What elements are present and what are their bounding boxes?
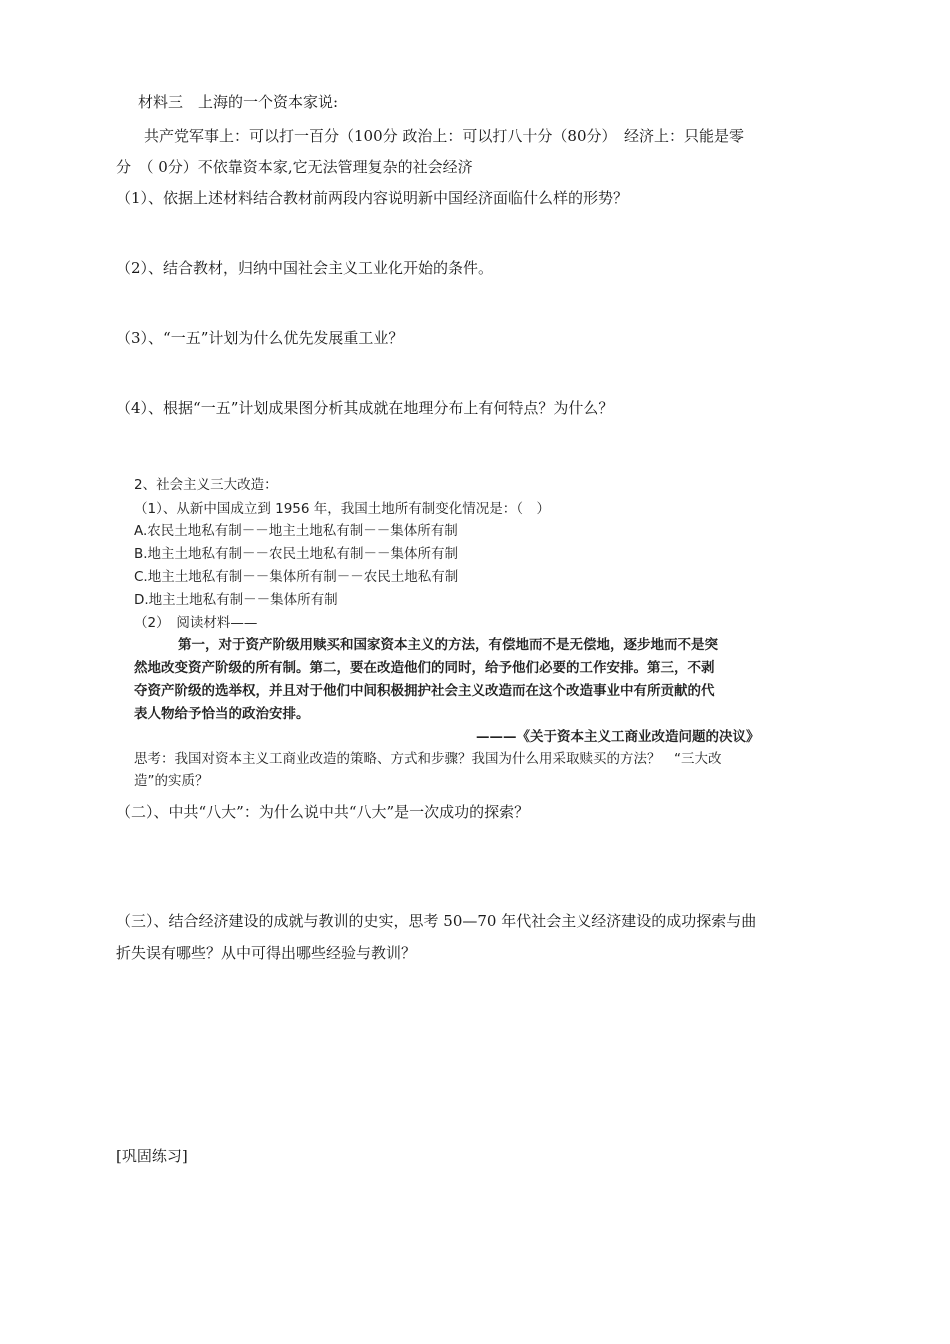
material3-line1: 共产党军事上：可以打一百分（100分 政治上：可以打八十分（80分） 经济上：只能是零	[144, 127, 744, 145]
material3-heading: 材料三 上海的一个资本家说:	[138, 93, 339, 111]
scan-passage-line-1: 第一，对于资产阶级用赎买和国家资本主义的方法，有偿地而不是无偿地，逐步地而不是突	[178, 637, 718, 653]
scan-think-line-2: 造”的实质？	[134, 773, 209, 789]
section-3-line-1: （三）、结合经济建设的成就与教训的史实，思考 50—70 年代社会主义经济建设的成功探索与曲	[116, 912, 757, 930]
scan-source: ———《关于资本主义工商业改造问题的决议》	[476, 729, 760, 745]
scan-option-d: D.地主土地私有制－－集体所有制	[134, 592, 338, 608]
scan-option-b: B.地主土地私有制－－农民土地私有制－－集体所有制	[134, 546, 459, 562]
question-4: （4）、根据“一五”计划成果图分析其成就在地理分布上有何特点？为什么？	[116, 399, 614, 417]
question-1: （1）、依据上述材料结合教材前两段内容说明新中国经济面临什么样的形势？	[116, 189, 629, 207]
scan-passage-line-3: 夺资产阶级的选举权，并且对于他们中间积极拥护社会主义改造而在这个改造事业中有所贡献的代	[134, 683, 715, 699]
question-3: （3）、“一五”计划为什么优先发展重工业？	[116, 329, 404, 347]
scan-option-a: A.农民土地私有制－－地主土地私有制－－集体所有制	[134, 523, 458, 539]
scan-passage-line-4: 表人物给予恰当的政治安排。	[134, 706, 310, 722]
section-2: （二）、中共“八大”：为什么说中共“八大”是一次成功的探索？	[116, 803, 530, 821]
scan-question-2: （2） 阅读材料——	[134, 615, 258, 631]
scan-title: 2、社会主义三大改造：	[134, 477, 278, 493]
practice-heading: [巩固练习]	[116, 1147, 188, 1165]
scanned-excerpt	[128, 470, 818, 789]
scan-think-line-1: 思考：我国对资本主义工商业改造的策略、方式和步骤？我国为什么用采取赎买的方法？ “三大改	[134, 751, 722, 767]
section-3-line-2: 折失误有哪些？从中可得出哪些经验与教训？	[116, 944, 417, 962]
question-2: （2）、结合教材，归纳中国社会主义工业化开始的条件。	[116, 259, 494, 277]
scan-passage-line-2: 然地改变资产阶级的所有制。第二，要在改造他们的同时，给予他们必要的工作安排。第三，不剥	[134, 660, 715, 676]
scan-option-c: C.地主土地私有制－－集体所有制－－农民土地私有制	[134, 569, 459, 585]
material3-line2: 分 （ 0分）不依靠资本家,它无法管理复杂的社会经济	[116, 158, 473, 176]
scan-question-1: （1）、从新中国成立到 1956 年，我国土地所有制变化情况是：（ ）	[134, 501, 551, 517]
